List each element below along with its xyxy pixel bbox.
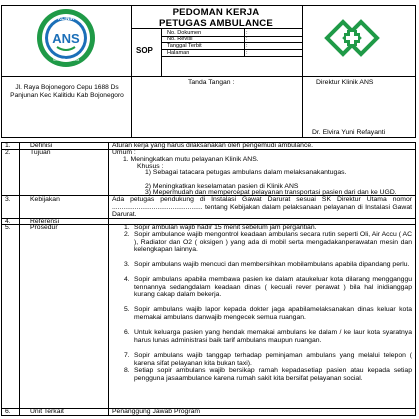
list-item: 7. Sopir ambulans wajib tanggap terhadap peminjaman ambulans yang melalui telepon ( karena sifat pelayanan kita bukan taxi). <box>124 352 412 367</box>
field-no-revisi-value: : <box>246 36 248 42</box>
tujuan-khusus-item: 1) Sebagai tatacara petugas ambulans dalam melaksanakantugas. <box>145 169 347 176</box>
field-halaman-value: : <box>246 49 248 56</box>
logo-text-bottom: Sehat Dan Setia <box>52 58 80 62</box>
row-number: 4. <box>5 218 11 225</box>
tujuan-khusus-item: 2) Meningkatkan keselamatan pasien di Klinik ANS <box>145 183 299 190</box>
row-number: 3. <box>5 196 11 203</box>
list-item: 2. Sopir ambulance wajib mengontrol keadaan ambulans secara rutin seperti Oli, Air Accu ( AC ), Radiator dan O2 ( oksigen ) yang ada di mobil serta mengadakanperawatan mesin dan kelengkapan lainnya. <box>124 231 412 254</box>
list-item: 3. Sopir ambulans wajib mencuci dan membersihkan mobilambulans apabila dipandang perlu. <box>124 261 410 268</box>
row-number: 2. <box>5 149 11 156</box>
list-item: 5. Sopir ambulans wajib lapor kepada dokter jaga apabilamelaksanakan dinas keluar kota memakai ambulans danwajib mengecek semua ruangan. <box>124 306 412 321</box>
list-item: 8. Setiap sopir ambulans wajib bersikap ramah kepadasetiap pasien atau kepada setiap pengguna jasaambulance karena rumah sakit kita bersifat pelayanan social. <box>124 367 412 382</box>
row-label-prosedur: Prosedur <box>30 224 58 231</box>
clinic-address: Jl. Raya Bojonegoro Cepu 1688 Ds Panjunan Kec Kalitidu Kab Bojonegoro <box>10 84 124 99</box>
field-no-revisi: No. Revisi <box>167 36 193 42</box>
tujuan-umum-item: 1. Meningkatkan mutu pelayanan Klinik ANS. <box>123 156 259 163</box>
row-label-tujuan: Tujuan <box>30 149 51 156</box>
director-title: Direktur Klinik ANS <box>316 79 374 86</box>
row-label-unit-terkait: Unit Terkait <box>30 408 64 415</box>
row-number: 5. <box>5 224 11 231</box>
row-label-kebijakan: Kebijakan <box>30 196 60 203</box>
director-name: Dr. Elvira Yuni Refayanti <box>312 129 386 136</box>
field-tanggal-terbit: Tanggal Terbit <box>167 42 202 49</box>
field-no-dokumen-value: : <box>246 29 248 36</box>
tujuan-umum: Umum : <box>112 149 136 156</box>
kebijakan-text: Ada petugas pendukung di Instalasi Gawat Darurat sesuai SK Direktur Utama nomor ................................................ tentang Kebijakan dalam pelaksanaan pelayanan di Instalasi Gawat Darurat. <box>112 196 412 219</box>
field-no-dokumen: No. Dokumen <box>167 29 202 36</box>
unit-terkait-text: Penanggung Jawab Program <box>112 408 201 415</box>
sop-label: SOP <box>136 46 153 55</box>
medical-cross-icon <box>323 18 381 58</box>
row-label-referensi: Referensi <box>30 218 60 225</box>
list-item: 4. Sopir ambulans apabila membawa pasien ke dalam ataukeluar kota dilarang mengganggu tennannya sedangdalam keadaan dinas ( kecuali rever perawat ) bila hal inidianggap kurang cakap dalam bekerja. <box>124 276 412 299</box>
tujuan-khusus: Khusus : <box>137 163 164 170</box>
list-item: 6. Untuk keluarga pasien yang hendak memakai ambulans ke dalam / ke laur kota syaratnya harus lunas administrasi baik tarif ambulans maupun ruangan. <box>124 329 412 344</box>
logo-text-main: ANS <box>52 31 80 46</box>
signature-label: Tanda Tangan : <box>188 79 235 86</box>
tujuan-khusus-item: 3) Mepermudah dan mempercepat pelayanan transportasi pasien dari dan ke UGD. <box>145 189 397 196</box>
list-item: 1. Sopir ambulan wajib hadir 15 menit sebelum jam pergantian. <box>124 224 317 231</box>
row-label-definisi: Definisi <box>30 142 53 149</box>
field-tanggal-terbit-value: : <box>246 42 248 49</box>
logo-text-top: KLINIK <box>57 16 75 22</box>
clinic-logo <box>35 7 97 69</box>
field-halaman: Halaman <box>167 49 190 56</box>
document-title: PEDOMAN KERJA PETUGAS AMBULANCE <box>159 7 273 29</box>
row-number: 1. <box>5 142 11 149</box>
definisi-text: Aturan kerja yang harus dilaksanakan oleh pengemudi ambulance. <box>112 142 314 149</box>
row-number: 6. <box>5 408 11 415</box>
